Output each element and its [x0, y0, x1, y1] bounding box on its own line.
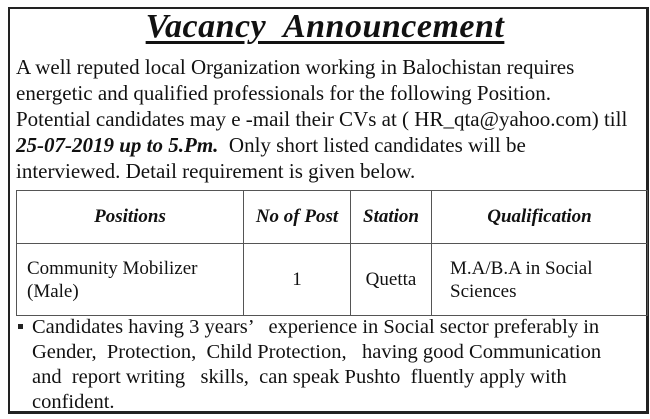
intro-line: energetic and qualified professionals for the following Position. — [16, 81, 551, 105]
header-positions: Positions — [17, 191, 244, 244]
header-qualification: Qualification — [432, 191, 648, 244]
intro-line: A well reputed local Organization working in Balochistan requires — [16, 55, 575, 79]
requirement-text: Gender, Protection, Child Protection, having good Communication — [32, 341, 602, 363]
table-row — [17, 244, 648, 316]
intro-line — [16, 132, 641, 158]
requirement-text: confident. — [32, 391, 115, 413]
table-header-row — [17, 191, 648, 244]
cell-posts: 1 — [244, 244, 351, 316]
intro-line: interviewed. Detail requirement is given below. — [16, 159, 416, 183]
requirements-list — [16, 315, 641, 415]
title-text: Vacancy Announcement — [145, 8, 505, 45]
requirement-text: Candidates having 3 years’ experience in Social sector preferably in — [32, 316, 600, 338]
page-top-edge — [0, 0, 650, 5]
page-title — [0, 8, 650, 46]
deadline: 25-07-2019 up to 5.Pm. — [16, 133, 219, 157]
intro-paragraph — [16, 54, 641, 184]
cell-qualification: M.A/B.A in Social Sciences — [432, 244, 648, 316]
header-station: Station — [351, 191, 432, 244]
list-item — [16, 315, 641, 340]
header-no-of-post: No of Post — [244, 191, 351, 244]
requirement-text: and report writing skills, can speak Pushto fluently apply with — [32, 366, 567, 388]
cell-position: Community Mobilizer (Male) — [17, 244, 244, 316]
cell-station: Quetta — [351, 244, 432, 316]
bullet-icon — [18, 324, 23, 329]
intro-line: Potential candidates may e -mail their CVs at ( HR_qta@yahoo.com) till — [16, 107, 628, 131]
intro-line-rest: Only short listed candidates will be — [218, 133, 526, 157]
vacancy-table — [16, 190, 648, 316]
